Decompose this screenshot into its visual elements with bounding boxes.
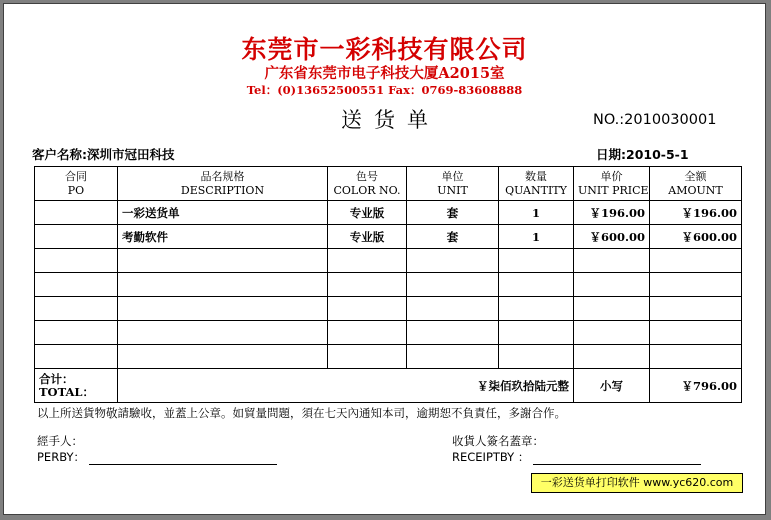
cell-unit-price: ￥196.00 (574, 201, 650, 225)
software-brand-tag[interactable]: 一彩送货单打印软件 www.yc620.com (531, 473, 743, 493)
handler-signature (37, 433, 277, 465)
header-unit-price: 单价 UNIT PRICE (574, 167, 650, 201)
table-header-row (35, 167, 742, 201)
receiver-label-en: RECEIPTBY ： (452, 450, 530, 464)
header-description: 品名规格 DESCRIPTION (118, 167, 328, 201)
header-unit: 单位 UNIT (407, 167, 499, 201)
handler-label-cn: 經手人： (37, 434, 83, 448)
table-row (35, 225, 742, 249)
header-po: 合同 PO (35, 167, 118, 201)
table-row (35, 201, 742, 225)
cell-color: 专业版 (328, 225, 407, 249)
empty-row (35, 249, 742, 273)
empty-row (35, 297, 742, 321)
customer-name: 客户名称:深圳市冠田科技 (32, 147, 175, 162)
total-amount-words: ￥柒佰玖拾陆元整 (118, 369, 574, 403)
empty-row (35, 321, 742, 345)
total-amount: ￥796.00 (650, 369, 742, 403)
cell-description: 一彩送货单 (118, 201, 328, 225)
handler-signature-line (89, 453, 277, 465)
cell-unit: 套 (407, 225, 499, 249)
empty-row (35, 345, 742, 369)
empty-row (35, 273, 742, 297)
total-label: 合计： TOTAL： (35, 369, 118, 403)
cell-po (35, 225, 118, 249)
total-row (35, 369, 742, 403)
cell-unit: 套 (407, 201, 499, 225)
cell-amount: ￥196.00 (650, 201, 742, 225)
header-color: 色号 COLOR NO. (328, 167, 407, 201)
document-title: 送货单 (341, 108, 440, 132)
company-address: 广东省东莞市电子科技大厦A2015室 (264, 65, 505, 82)
header-amount: 全额 AMOUNT (650, 167, 742, 201)
cell-quantity: 1 (499, 201, 574, 225)
receiver-label-cn: 收貨人簽名蓋章： (452, 434, 544, 448)
cell-quantity: 1 (499, 225, 574, 249)
company-name: 东莞市一彩科技有限公司 (241, 35, 528, 64)
receiver-signature (452, 433, 701, 465)
cell-unit-price: ￥600.00 (574, 225, 650, 249)
document-date: 日期:2010-5-1 (596, 147, 689, 162)
document-number: NO.:2010030001 (593, 112, 717, 128)
items-table (34, 166, 742, 403)
header-quantity: 数量 QUANTITY (499, 167, 574, 201)
total-small-label: 小写 (574, 369, 650, 403)
receiver-signature-line (533, 453, 701, 465)
handler-label-en: PERBY： (37, 450, 85, 464)
cell-color: 专业版 (328, 201, 407, 225)
cell-description: 考勤软件 (118, 225, 328, 249)
cell-po (35, 201, 118, 225)
terms-note: 以上所送貨物敬請驗收，並蓋上公章。如貿量問題，須在七天內通知本司，逾期恕不負責任，多謝合作。 (37, 406, 566, 420)
invoice-page (3, 3, 766, 515)
company-contact: Tel：(0)13652500551 Fax：0769-83608888 (246, 83, 523, 97)
cell-amount: ￥600.00 (650, 225, 742, 249)
